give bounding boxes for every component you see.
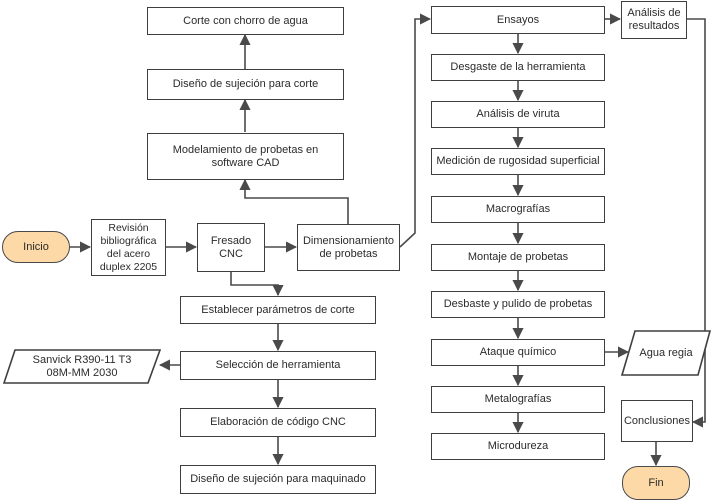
node-diseno-corte: Diseño de sujeción para corte xyxy=(147,69,344,100)
node-dimensionamiento: Dimensionamiento de probetas xyxy=(297,224,400,271)
node-codigo-cnc: Elaboración de código CNC xyxy=(180,408,376,437)
node-analisis-resultados: Análisis de resultados xyxy=(621,1,687,39)
node-macrografias: Macrografías xyxy=(431,196,605,223)
node-seleccion: Selección de herramienta xyxy=(180,351,376,380)
node-corte-agua: Corte con chorro de agua xyxy=(147,7,344,35)
node-inicio: Inicio xyxy=(2,231,70,263)
node-viruta: Análisis de viruta xyxy=(431,101,605,128)
arrow-dimensionamiento-ensayos xyxy=(400,19,430,247)
node-ensayos: Ensayos xyxy=(431,6,605,34)
node-revision: Revisión bibliográfica del acero duplex 2205 xyxy=(91,219,166,276)
arrow-dimensionamiento-modelamiento xyxy=(245,180,348,224)
node-conclusiones: Conclusiones xyxy=(621,400,693,442)
node-rugosidad: Medición de rugosidad superficial xyxy=(431,148,605,175)
node-fin: Fin xyxy=(622,466,690,500)
node-fresado: Fresado CNC xyxy=(197,223,265,272)
node-sanvick: Sanvick R390-11 T3 08M-MM 2030 xyxy=(32,353,132,379)
node-parametros: Establecer parámetros de corte xyxy=(180,296,376,324)
node-desgaste: Desgaste de la herramienta xyxy=(431,54,605,81)
node-ataque: Ataque químico xyxy=(431,339,605,366)
node-agua-regia: Agua regia xyxy=(639,346,693,359)
node-microdureza: Microdureza xyxy=(431,433,605,460)
node-montaje: Montaje de probetas xyxy=(431,244,605,271)
node-modelamiento: Modelamiento de probetas en software CAD xyxy=(147,133,344,180)
node-metalografias: Metalografías xyxy=(431,386,605,413)
node-desbaste: Desbaste y pulido de probetas xyxy=(431,291,605,318)
arrow-fresado-parametros xyxy=(231,272,278,295)
node-diseno-maquinado: Diseño de sujeción para maquinado xyxy=(180,465,376,494)
